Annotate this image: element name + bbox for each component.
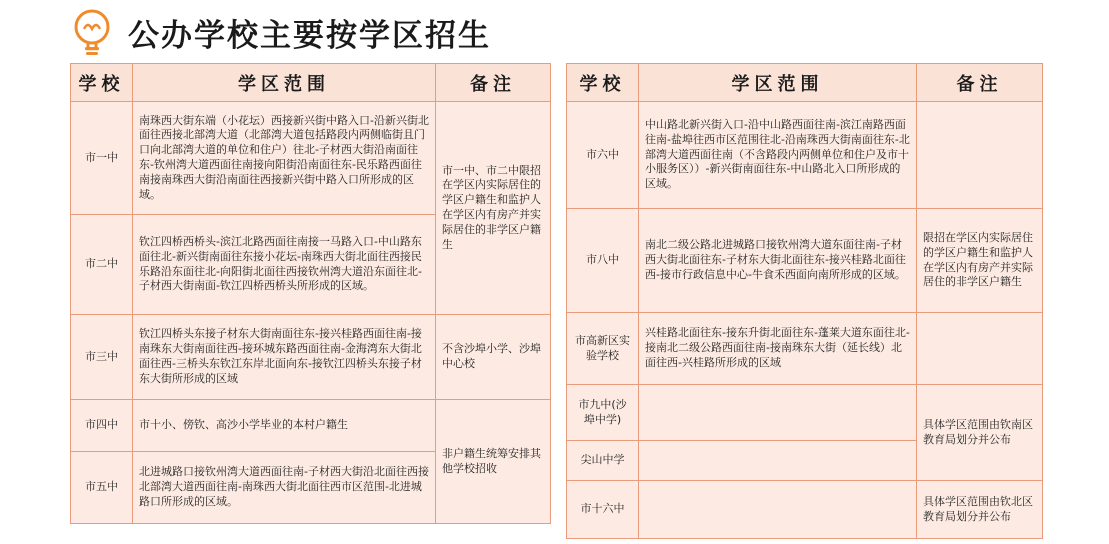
note-cell: 非户籍生统筹安排其他学校招收 (436, 400, 551, 524)
note-cell: 具体学区范围由钦南区教育局划分并公布 (917, 385, 1043, 481)
table-header-row (567, 64, 1043, 102)
note-cell: 不含沙埠小学、沙埠中心校 (436, 315, 551, 400)
school-name: 市一中 (71, 102, 133, 215)
title-bar (70, 6, 491, 58)
district-range: 南珠西大街东端（小花坛）西接新兴街中路入口-沿新兴街北面往西接北部湾大道（北部湾大道包括路段内两侧临街且门口向北部湾大道的单位和住户）往北-子材西大街沿南面往东-钦州湾大道西面往南接向阳街沿南面往东-民乐路西面往南接南珠西大街沿南面往西接新兴街中路入口所形成的区域。 (133, 102, 436, 215)
district-range (639, 385, 917, 441)
note-cell (917, 102, 1043, 209)
table-header-row (71, 64, 551, 102)
lightbulb-icon (70, 7, 118, 57)
district-range: 钦江四桥西桥头-滨江北路西面往南接一马路入口-中山路东面往北-新兴街南面往东接小花坛-南珠西大街北面往西接民乐路沿东面往北-向阳街北面往西接钦州湾大道沿东面往北-子材西大街南面-钦江四桥西桥头所形成的区域。 (133, 215, 436, 315)
header-range: 学区范围 (639, 64, 917, 102)
district-range: 钦江四桥头东接子材东大街南面往东-接兴桂路西面往南-接南珠东大街南面往西-接环城东路西面往南-金海湾东大街北面往西-三桥头东钦江东岸北面向东-接钦江四桥头东接子材东大街所形成的区域 (133, 315, 436, 400)
header-school: 学校 (567, 64, 639, 102)
school-name: 市八中 (567, 209, 639, 313)
left-school-table (70, 63, 551, 524)
header-school: 学校 (71, 64, 133, 102)
header-range: 学区范围 (133, 64, 436, 102)
school-name: 市十六中 (567, 481, 639, 539)
school-name: 市九中(沙埠中学) (567, 385, 639, 441)
table-row (567, 481, 1043, 539)
district-range (639, 481, 917, 539)
district-range: 北进城路口接钦州湾大道西面往南-子材西大街沿北面往西接北部湾大道西面往南-南珠西大街北面往西市区范围-北进城路口所形成的区域。 (133, 452, 436, 524)
note-cell: 限招在学区内实际居住的学区户籍生和监护人在学区内有房产并实际居住的非学区户籍生 (917, 209, 1043, 313)
district-range: 南北二级公路北进城路口接钦州湾大道东面往南-子材西大街北面往东-子材东大街北面往东-接兴桂路北面往西-接市行政信息中心-牛食禾西面向南所形成的区域。 (639, 209, 917, 313)
header-note: 备注 (917, 64, 1043, 102)
page-title: 公办学校主要按学区招生 (128, 17, 491, 54)
note-cell (917, 313, 1043, 385)
school-name: 尖山中学 (567, 441, 639, 481)
table-row (71, 400, 551, 452)
district-range: 兴桂路北面往东-接东升街北面往东-蓬莱大道东面往北-接南北二级公路西面往南-接南珠东大街（延长线）北面往西-兴桂路所形成的区域 (639, 313, 917, 385)
table-row (567, 209, 1043, 313)
note-cell: 市一中、市二中限招在学区内实际居住的学区户籍生和监护人在学区内有房产并实际居住的非学区户籍生 (436, 102, 551, 315)
table-row (567, 102, 1043, 209)
district-range: 市十小、傍钦、高沙小学毕业的本村户籍生 (133, 400, 436, 452)
table-row (567, 313, 1043, 385)
district-range: 中山路北新兴街入口-沿中山路西面往南-滨江南路西面往南-盐埠往西市区范围往北-沿南珠西大街南面往东-北部湾大道西面往南（不含路段内两侧单位和住户及市十小服务区））-新兴街南面往东-中山路北入口所形成的区域。 (639, 102, 917, 209)
table-row (567, 385, 1043, 441)
header-note: 备注 (436, 64, 551, 102)
note-cell: 具体学区范围由钦北区教育局划分并公布 (917, 481, 1043, 539)
right-school-table (566, 63, 1043, 539)
school-name: 市三中 (71, 315, 133, 400)
table-row (71, 315, 551, 400)
school-name: 市二中 (71, 215, 133, 315)
school-name: 市高新区实验学校 (567, 313, 639, 385)
school-name: 市五中 (71, 452, 133, 524)
table-row (71, 102, 551, 215)
school-name: 市四中 (71, 400, 133, 452)
district-range (639, 441, 917, 481)
school-name: 市六中 (567, 102, 639, 209)
